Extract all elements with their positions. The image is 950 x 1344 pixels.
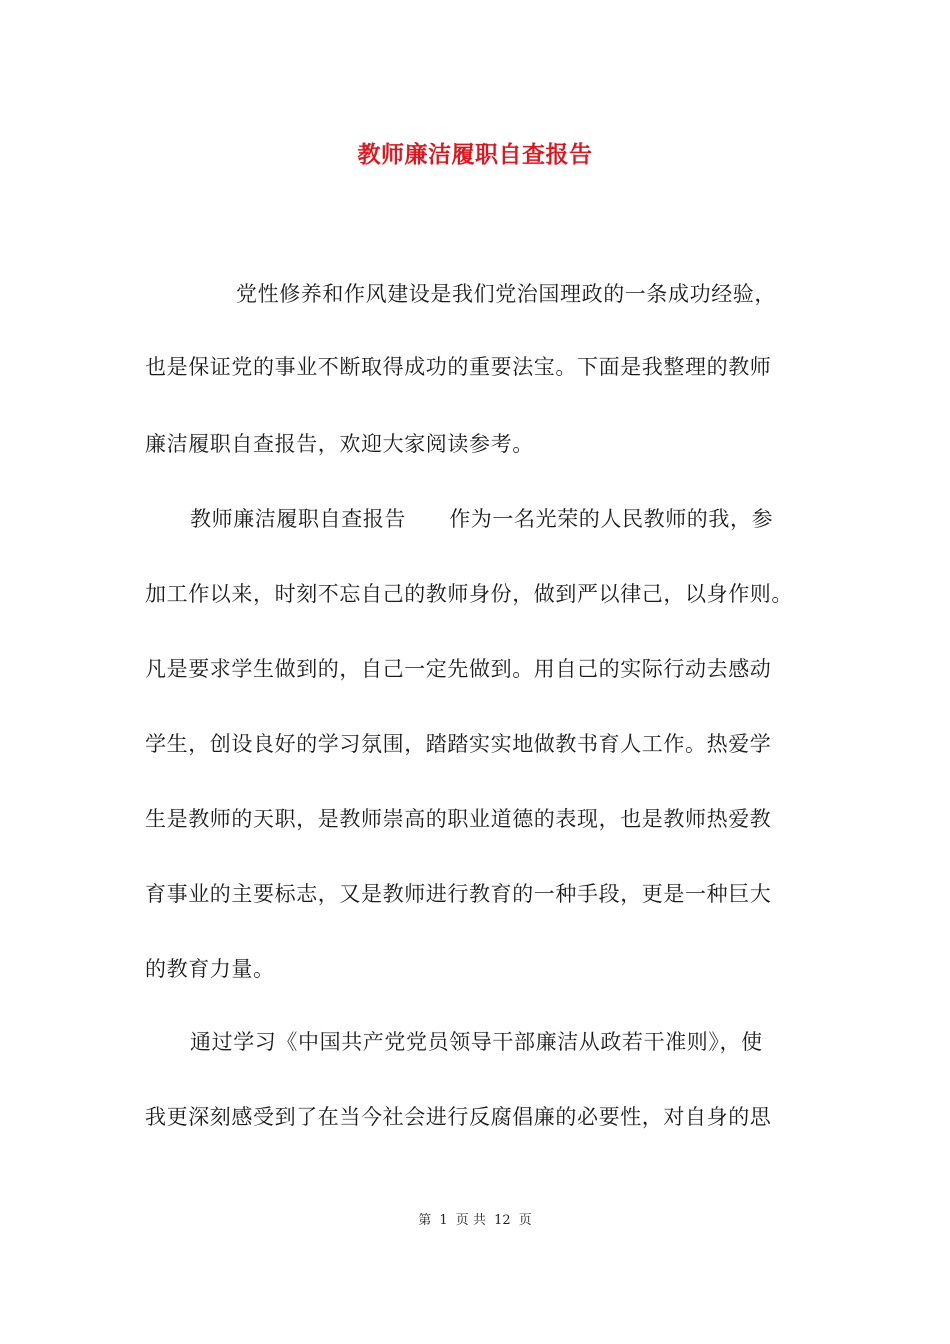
footer-prefix: 第 xyxy=(418,1213,432,1228)
document-title: 教师廉洁履职自查报告 xyxy=(357,141,593,168)
footer-current-page: 1 xyxy=(439,1213,448,1228)
paragraph-line: 党性修养和作风建设是我们党治国理政的一条成功经验， xyxy=(236,282,776,306)
page-footer xyxy=(0,1209,950,1228)
paragraph-line: 通过学习《中国共产党党员领导干部廉洁从政若干准则》，使 xyxy=(190,1030,763,1054)
paragraph-line: 生是教师的天职，是教师崇高的职业道德的表现，也是教师热爱教 xyxy=(145,807,772,831)
footer-total-pages: 12 xyxy=(494,1213,511,1228)
paragraph-line: 也是保证党的事业不断取得成功的重要法宝。下面是我整理的教师 xyxy=(145,355,772,379)
paragraph-line: 我更深刻感受到了在当今社会进行反腐倡廉的必要性，对自身的思 xyxy=(145,1105,772,1129)
paragraph-line: 的教育力量。 xyxy=(145,957,275,981)
paragraph-line: 教师廉洁履职自查报告 作为一名光荣的人民教师的我，参 xyxy=(190,507,774,531)
paragraph-line: 廉洁履职自查报告，欢迎大家阅读参考。 xyxy=(145,432,534,456)
paragraph-line: 加工作以来，时刻不忘自己的教师身份，做到严以律己，以身作则。 xyxy=(145,582,793,606)
footer-middle: 页 共 xyxy=(455,1213,486,1228)
footer-suffix: 页 xyxy=(518,1213,532,1228)
paragraph-line: 凡是要求学生做到的，自己一定先做到。用自己的实际行动去感动 xyxy=(145,657,772,681)
paragraph-line: 学生，创设良好的学习氛围，踏踏实实地做教书育人工作。热爱学 xyxy=(145,732,772,756)
paragraph-line: 育事业的主要标志，又是教师进行教育的一种手段，更是一种巨大 xyxy=(145,882,772,906)
